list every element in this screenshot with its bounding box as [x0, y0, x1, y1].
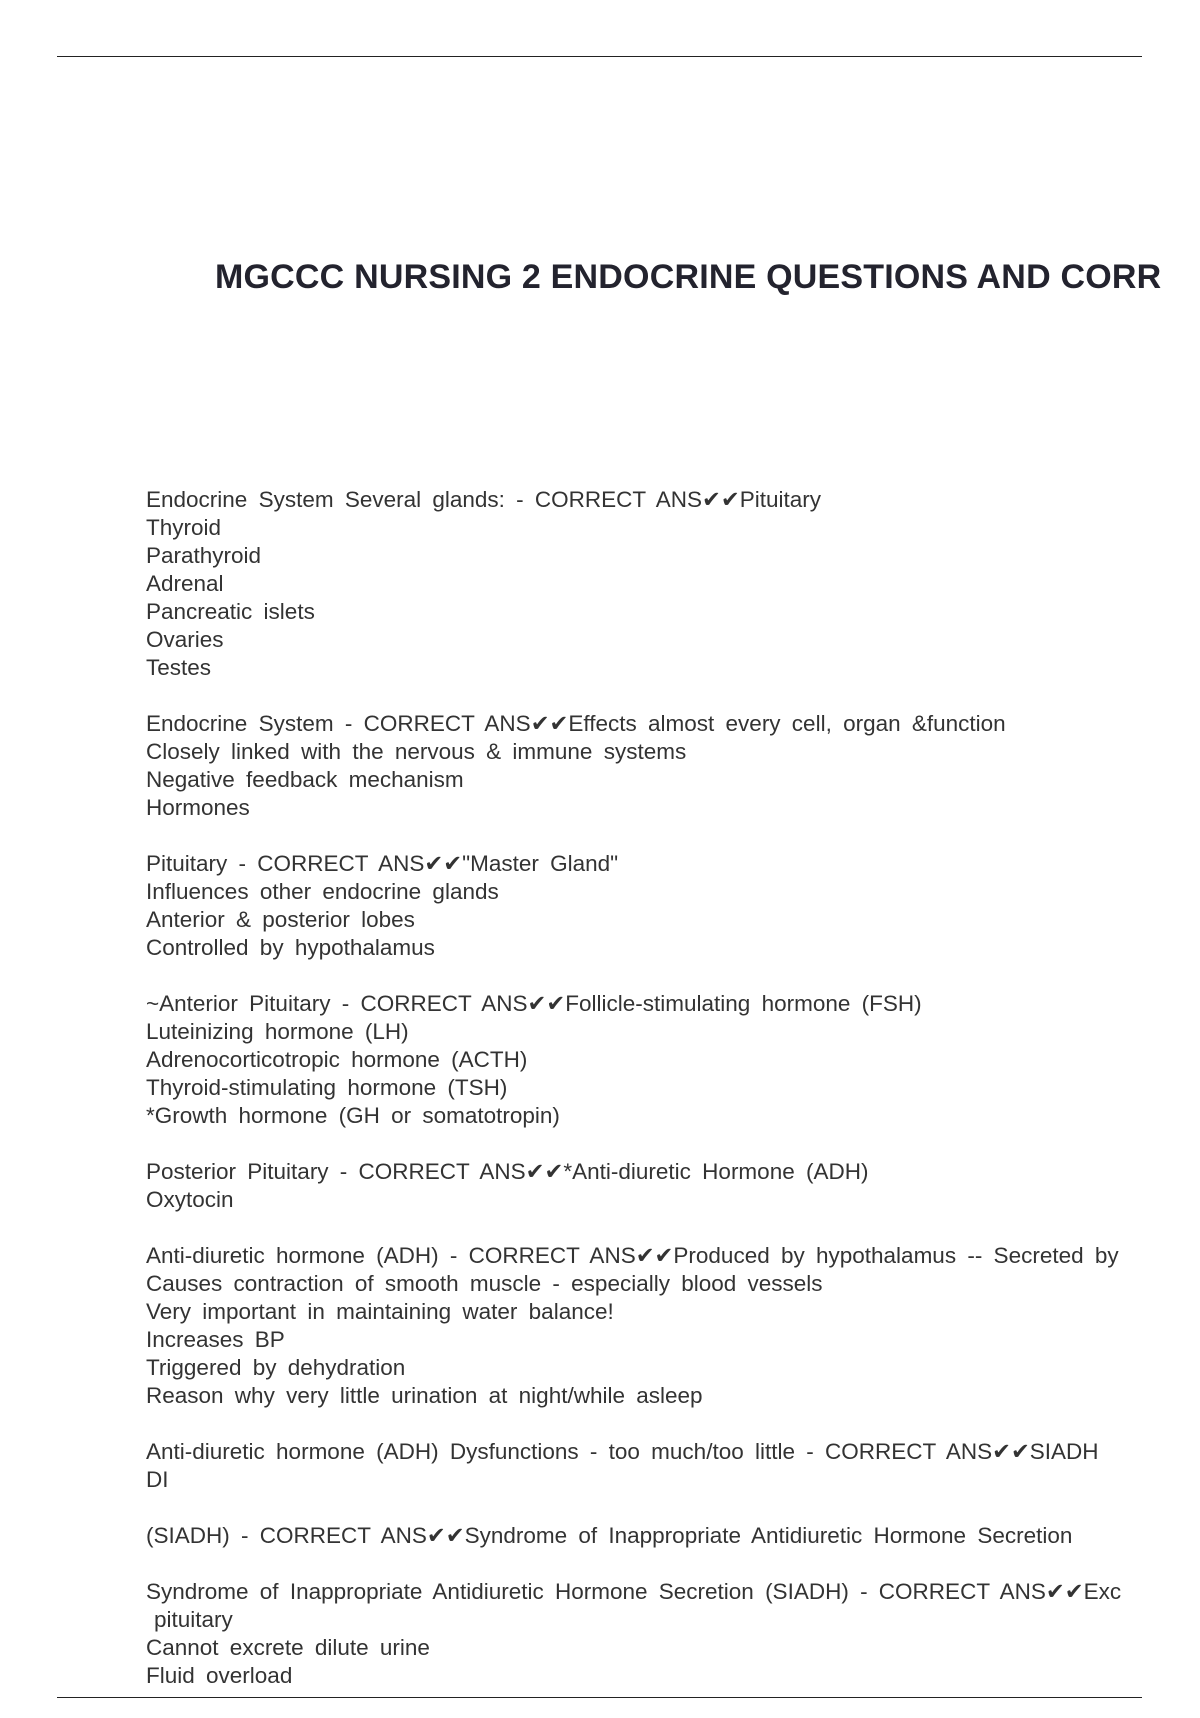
qa-line: Endocrine System - CORRECT ANS✔✔Effects almost every cell, organ &function: [146, 711, 1006, 736]
qa-line: (SIADH) - CORRECT ANS✔✔Syndrome of Inappropriate Antidiuretic Hormone Secretion: [146, 1523, 1073, 1548]
footer-rule: [57, 1697, 1142, 1698]
qa-line: *Growth hormone (GH or somatotropin): [146, 1103, 560, 1128]
header-rule: [57, 56, 1142, 57]
qa-line: Hormones: [146, 795, 250, 820]
qa-entry-endocrine-system: [146, 710, 1200, 822]
qa-entry-endocrine-glands: [146, 486, 1200, 682]
qa-entry-pituitary: [146, 850, 1200, 962]
qa-line: Parathyroid: [146, 543, 262, 568]
qa-line: Thyroid: [146, 515, 222, 540]
qa-content: [146, 486, 1200, 1718]
qa-line: Fluid overload: [146, 1663, 293, 1688]
qa-entry-adh-dysfunctions: [146, 1438, 1200, 1494]
qa-entry-anterior-pituitary: [146, 990, 1200, 1130]
qa-line: Triggered by dehydration: [146, 1355, 406, 1380]
qa-line: Adrenal: [146, 571, 224, 596]
qa-line: Closely linked with the nervous & immune systems: [146, 739, 687, 764]
qa-line: ~Anterior Pituitary - CORRECT ANS✔✔Follicle-stimulating hormone (FSH): [146, 991, 922, 1016]
qa-line: Syndrome of Inappropriate Antidiuretic Hormone Secretion (SIADH) - CORRECT ANS✔✔Exc: [146, 1579, 1122, 1604]
qa-line: Anti-diuretic hormone (ADH) - CORRECT ANS✔✔Produced by hypothalamus -- Secreted by: [146, 1243, 1119, 1268]
qa-line: Posterior Pituitary - CORRECT ANS✔✔*Anti-diuretic Hormone (ADH): [146, 1159, 869, 1184]
qa-line: Cannot excrete dilute urine: [146, 1635, 430, 1660]
qa-line: Oxytocin: [146, 1187, 234, 1212]
qa-line: Anterior & posterior lobes: [146, 907, 415, 932]
qa-line: Very important in maintaining water balance!: [146, 1299, 614, 1324]
qa-line: Endocrine System Several glands: - CORRECT ANS✔✔Pituitary: [146, 487, 822, 512]
qa-line: Causes contraction of smooth muscle - especially blood vessels: [146, 1271, 823, 1296]
qa-line: Pituitary - CORRECT ANS✔✔"Master Gland": [146, 851, 619, 876]
qa-line: Negative feedback mechanism: [146, 767, 464, 792]
qa-line: Increases BP: [146, 1327, 285, 1352]
qa-line: pituitary: [154, 1607, 233, 1632]
qa-line: Anti-diuretic hormone (ADH) Dysfunctions - too much/too little - CORRECT ANS✔✔SIADH: [146, 1439, 1099, 1464]
qa-line: Influences other endocrine glands: [146, 879, 499, 904]
qa-entry-siadh-abbrev: [146, 1522, 1200, 1550]
qa-line: Thyroid-stimulating hormone (TSH): [146, 1075, 508, 1100]
qa-line: Ovaries: [146, 627, 224, 652]
qa-entry-siadh: [146, 1578, 1200, 1690]
qa-line: Reason why very little urination at night/while asleep: [146, 1383, 703, 1408]
qa-entry-adh: [146, 1242, 1200, 1410]
qa-entry-posterior-pituitary: [146, 1158, 1200, 1214]
qa-line: Controlled by hypothalamus: [146, 935, 435, 960]
qa-line: Adrenocorticotropic hormone (ACTH): [146, 1047, 528, 1072]
qa-line: DI: [146, 1467, 169, 1492]
qa-line: Testes: [146, 655, 212, 680]
qa-line: Pancreatic islets: [146, 599, 315, 624]
document-title: MGCCC NURSING 2 ENDOCRINE QUESTIONS AND CORR: [215, 258, 1162, 296]
qa-line: Luteinizing hormone (LH): [146, 1019, 409, 1044]
